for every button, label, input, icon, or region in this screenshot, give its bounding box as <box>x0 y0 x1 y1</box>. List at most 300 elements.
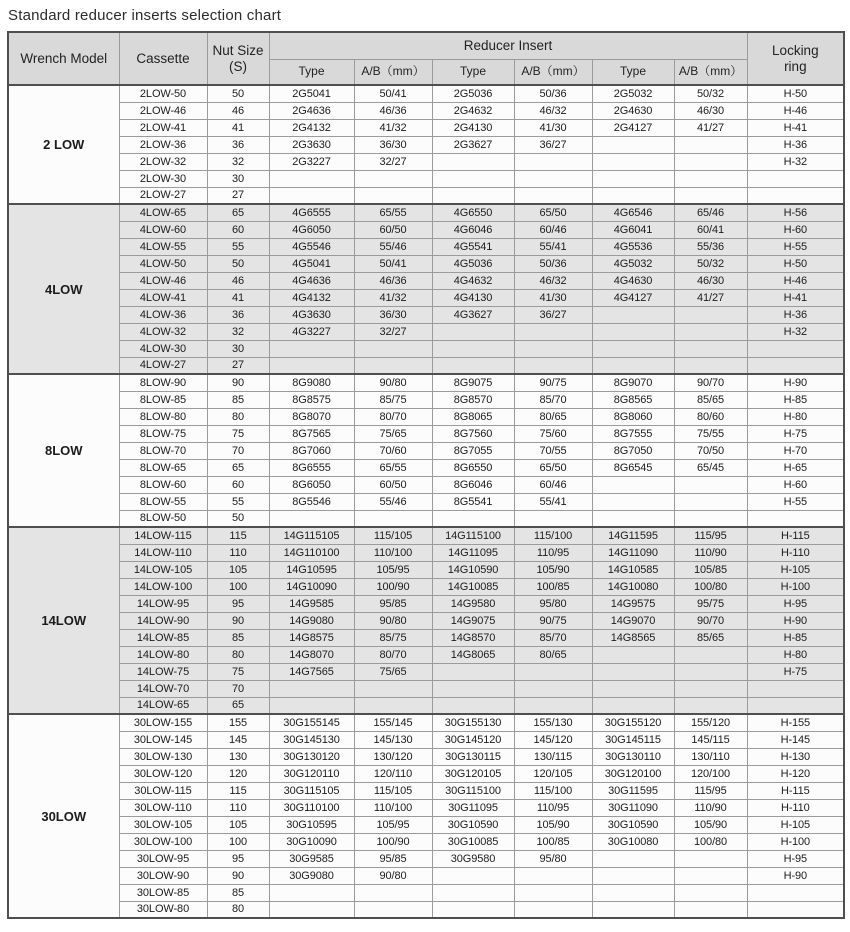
nut-size-cell: 85 <box>207 884 269 901</box>
ab-cell: 70/50 <box>674 442 747 459</box>
ab-cell: 110/100 <box>354 799 432 816</box>
ab-cell: 55/46 <box>354 493 432 510</box>
ab-cell <box>514 340 592 357</box>
type-cell: 4G5541 <box>432 238 514 255</box>
nut-size-cell: 145 <box>207 731 269 748</box>
locking-ring-cell: H-130 <box>747 748 844 765</box>
ab-cell <box>354 357 432 374</box>
locking-ring-cell: H-120 <box>747 765 844 782</box>
table-row <box>8 493 844 510</box>
locking-ring-cell <box>747 680 844 697</box>
locking-ring-cell: H-145 <box>747 731 844 748</box>
ab-cell <box>674 680 747 697</box>
ab-cell: 100/80 <box>674 833 747 850</box>
locking-ring-cell: H-65 <box>747 459 844 476</box>
ab-cell: 55/41 <box>514 238 592 255</box>
cassette-cell: 14LOW-100 <box>119 578 207 595</box>
ab-cell <box>674 476 747 493</box>
ab-cell: 75/65 <box>354 425 432 442</box>
locking-ring-cell: H-75 <box>747 425 844 442</box>
ab-cell <box>674 510 747 527</box>
table-row <box>8 476 844 493</box>
type-cell <box>269 357 354 374</box>
ab-cell: 115/105 <box>354 782 432 799</box>
ab-cell: 155/120 <box>674 714 747 731</box>
type-cell: 4G3630 <box>269 306 354 323</box>
locking-ring-cell: H-50 <box>747 255 844 272</box>
nut-size-cell: 70 <box>207 680 269 697</box>
type-cell <box>592 663 674 680</box>
header-type: Type <box>592 59 674 85</box>
ab-cell: 65/50 <box>514 204 592 221</box>
ab-cell: 145/130 <box>354 731 432 748</box>
nut-size-cell: 80 <box>207 901 269 918</box>
type-cell: 30G10080 <box>592 833 674 850</box>
ab-cell: 90/80 <box>354 612 432 629</box>
cassette-cell: 8LOW-55 <box>119 493 207 510</box>
table-row <box>8 153 844 170</box>
ab-cell: 50/41 <box>354 85 432 102</box>
table-row <box>8 765 844 782</box>
ab-cell: 105/90 <box>514 816 592 833</box>
ab-cell: 80/60 <box>674 408 747 425</box>
nut-size-cell: 55 <box>207 493 269 510</box>
type-cell <box>592 867 674 884</box>
cassette-cell: 2LOW-41 <box>119 119 207 136</box>
type-cell: 8G7050 <box>592 442 674 459</box>
locking-ring-cell: H-60 <box>747 221 844 238</box>
ab-cell: 95/85 <box>354 850 432 867</box>
nut-size-cell: 36 <box>207 136 269 153</box>
type-cell: 14G9075 <box>432 612 514 629</box>
type-cell: 4G6046 <box>432 221 514 238</box>
cassette-cell: 2LOW-36 <box>119 136 207 153</box>
ab-cell: 50/32 <box>674 85 747 102</box>
type-cell: 8G8565 <box>592 391 674 408</box>
nut-size-cell: 32 <box>207 323 269 340</box>
nut-size-cell: 100 <box>207 578 269 595</box>
header-cassette: Cassette <box>119 32 207 85</box>
ab-cell: 90/70 <box>674 612 747 629</box>
type-cell: 30G11095 <box>432 799 514 816</box>
type-cell: 4G4132 <box>269 289 354 306</box>
ab-cell: 130/120 <box>354 748 432 765</box>
locking-ring-cell: H-75 <box>747 663 844 680</box>
cassette-cell: 14LOW-85 <box>119 629 207 646</box>
ab-cell: 95/75 <box>674 595 747 612</box>
nut-size-cell: 105 <box>207 816 269 833</box>
table-row <box>8 697 844 714</box>
type-cell: 14G10585 <box>592 561 674 578</box>
table-row <box>8 663 844 680</box>
locking-ring-cell <box>747 510 844 527</box>
table-row <box>8 578 844 595</box>
type-cell <box>592 340 674 357</box>
table-row <box>8 272 844 289</box>
type-cell: 4G6041 <box>592 221 674 238</box>
type-cell: 30G10090 <box>269 833 354 850</box>
type-cell: 8G6550 <box>432 459 514 476</box>
type-cell: 30G130120 <box>269 748 354 765</box>
ab-cell <box>674 323 747 340</box>
type-cell: 14G8575 <box>269 629 354 646</box>
ab-cell: 100/85 <box>514 833 592 850</box>
wrench-model-cell: 14LOW <box>8 527 119 714</box>
type-cell: 4G5546 <box>269 238 354 255</box>
locking-ring-cell: H-80 <box>747 408 844 425</box>
type-cell: 14G110100 <box>269 544 354 561</box>
type-cell: 4G4130 <box>432 289 514 306</box>
table-row <box>8 714 844 731</box>
cassette-cell: 2LOW-27 <box>119 187 207 204</box>
cassette-cell: 14LOW-110 <box>119 544 207 561</box>
ab-cell: 60/46 <box>514 221 592 238</box>
type-cell <box>432 340 514 357</box>
ab-cell: 65/46 <box>674 204 747 221</box>
cassette-cell: 8LOW-50 <box>119 510 207 527</box>
locking-ring-cell: H-32 <box>747 323 844 340</box>
nut-size-cell: 60 <box>207 476 269 493</box>
table-body <box>8 85 844 918</box>
type-cell: 30G120110 <box>269 765 354 782</box>
header-wrench-model: Wrench Model <box>8 32 119 85</box>
cassette-cell: 2LOW-32 <box>119 153 207 170</box>
type-cell <box>592 170 674 187</box>
locking-ring-cell: H-105 <box>747 816 844 833</box>
table-row <box>8 102 844 119</box>
ab-cell: 115/95 <box>674 527 747 544</box>
type-cell <box>432 510 514 527</box>
ab-cell: 55/41 <box>514 493 592 510</box>
type-cell <box>269 680 354 697</box>
ab-cell: 46/32 <box>514 102 592 119</box>
ab-cell: 120/110 <box>354 765 432 782</box>
type-cell <box>592 901 674 918</box>
ab-cell <box>514 901 592 918</box>
type-cell <box>592 884 674 901</box>
type-cell <box>432 680 514 697</box>
type-cell <box>432 170 514 187</box>
table-row <box>8 221 844 238</box>
nut-size-cell: 100 <box>207 833 269 850</box>
type-cell <box>432 153 514 170</box>
ab-cell: 115/95 <box>674 782 747 799</box>
type-cell: 8G8065 <box>432 408 514 425</box>
ab-cell: 46/30 <box>674 102 747 119</box>
nut-size-cell: 46 <box>207 102 269 119</box>
type-cell: 30G120105 <box>432 765 514 782</box>
ab-cell <box>674 187 747 204</box>
header-ab: A/B（mm） <box>514 59 592 85</box>
header-type: Type <box>432 59 514 85</box>
locking-ring-cell: H-32 <box>747 153 844 170</box>
table-row <box>8 238 844 255</box>
type-cell: 30G10085 <box>432 833 514 850</box>
type-cell: 2G5032 <box>592 85 674 102</box>
type-cell: 4G6050 <box>269 221 354 238</box>
type-cell: 8G8575 <box>269 391 354 408</box>
ab-cell: 85/70 <box>514 391 592 408</box>
type-cell: 2G4132 <box>269 119 354 136</box>
ab-cell: 65/55 <box>354 204 432 221</box>
type-cell: 8G8060 <box>592 408 674 425</box>
type-cell: 30G120100 <box>592 765 674 782</box>
nut-size-cell: 60 <box>207 221 269 238</box>
ab-cell <box>674 884 747 901</box>
type-cell: 14G10085 <box>432 578 514 595</box>
nut-size-cell: 46 <box>207 272 269 289</box>
ab-cell: 130/110 <box>674 748 747 765</box>
cassette-cell: 30LOW-80 <box>119 901 207 918</box>
locking-ring-cell: H-90 <box>747 374 844 391</box>
ab-cell: 115/100 <box>514 527 592 544</box>
ab-cell <box>354 170 432 187</box>
type-cell: 30G155120 <box>592 714 674 731</box>
locking-ring-cell: H-46 <box>747 102 844 119</box>
type-cell <box>592 357 674 374</box>
locking-ring-cell: H-115 <box>747 782 844 799</box>
ab-cell <box>354 697 432 714</box>
type-cell: 30G9080 <box>269 867 354 884</box>
nut-size-cell: 105 <box>207 561 269 578</box>
nut-size-cell: 80 <box>207 408 269 425</box>
ab-cell: 95/85 <box>354 595 432 612</box>
ab-cell: 155/145 <box>354 714 432 731</box>
ab-cell: 85/75 <box>354 629 432 646</box>
locking-ring-cell: H-36 <box>747 306 844 323</box>
type-cell: 4G4127 <box>592 289 674 306</box>
ab-cell: 110/95 <box>514 799 592 816</box>
nut-size-cell: 80 <box>207 646 269 663</box>
ab-cell: 65/45 <box>674 459 747 476</box>
ab-cell: 46/36 <box>354 102 432 119</box>
table-row <box>8 901 844 918</box>
ab-cell: 85/65 <box>674 629 747 646</box>
ab-cell: 105/90 <box>674 816 747 833</box>
ab-cell: 32/27 <box>354 153 432 170</box>
ab-cell: 50/41 <box>354 255 432 272</box>
table-row <box>8 816 844 833</box>
ab-cell: 95/80 <box>514 850 592 867</box>
locking-ring-cell: H-100 <box>747 833 844 850</box>
table-row <box>8 119 844 136</box>
type-cell: 8G7560 <box>432 425 514 442</box>
type-cell: 30G11090 <box>592 799 674 816</box>
ab-cell: 60/50 <box>354 476 432 493</box>
cassette-cell: 8LOW-80 <box>119 408 207 425</box>
nut-size-cell: 70 <box>207 442 269 459</box>
ab-cell: 80/70 <box>354 408 432 425</box>
type-cell <box>592 306 674 323</box>
type-cell: 30G155145 <box>269 714 354 731</box>
type-cell: 2G3630 <box>269 136 354 153</box>
type-cell: 2G3627 <box>432 136 514 153</box>
cassette-cell: 8LOW-65 <box>119 459 207 476</box>
type-cell: 8G6046 <box>432 476 514 493</box>
table-row <box>8 629 844 646</box>
table-row <box>8 442 844 459</box>
ab-cell <box>514 510 592 527</box>
type-cell: 30G130110 <box>592 748 674 765</box>
nut-size-cell: 155 <box>207 714 269 731</box>
type-cell <box>592 323 674 340</box>
nut-size-cell: 27 <box>207 357 269 374</box>
type-cell: 14G10080 <box>592 578 674 595</box>
cassette-cell: 8LOW-90 <box>119 374 207 391</box>
nut-size-cell: 110 <box>207 799 269 816</box>
ab-cell <box>514 170 592 187</box>
cassette-cell: 14LOW-115 <box>119 527 207 544</box>
ab-cell: 60/41 <box>674 221 747 238</box>
table-row <box>8 799 844 816</box>
type-cell <box>592 187 674 204</box>
table-row <box>8 748 844 765</box>
nut-size-cell: 32 <box>207 153 269 170</box>
locking-ring-cell: H-90 <box>747 612 844 629</box>
nut-size-cell: 30 <box>207 170 269 187</box>
locking-ring-cell: H-100 <box>747 578 844 595</box>
cassette-cell: 4LOW-27 <box>119 357 207 374</box>
wrench-model-cell: 4LOW <box>8 204 119 374</box>
type-cell: 14G9580 <box>432 595 514 612</box>
type-cell: 2G3227 <box>269 153 354 170</box>
nut-size-cell: 120 <box>207 765 269 782</box>
nut-size-cell: 85 <box>207 629 269 646</box>
ab-cell: 41/30 <box>514 119 592 136</box>
cassette-cell: 8LOW-60 <box>119 476 207 493</box>
ab-cell: 100/80 <box>674 578 747 595</box>
type-cell <box>269 884 354 901</box>
cassette-cell: 8LOW-70 <box>119 442 207 459</box>
type-cell: 14G9070 <box>592 612 674 629</box>
type-cell: 30G9585 <box>269 850 354 867</box>
nut-size-cell: 115 <box>207 782 269 799</box>
ab-cell: 55/46 <box>354 238 432 255</box>
ab-cell: 36/30 <box>354 136 432 153</box>
ab-cell <box>514 357 592 374</box>
nut-size-cell: 55 <box>207 238 269 255</box>
locking-ring-cell <box>747 901 844 918</box>
type-cell: 14G115100 <box>432 527 514 544</box>
ab-cell: 75/65 <box>354 663 432 680</box>
ab-cell: 41/27 <box>674 289 747 306</box>
cassette-cell: 14LOW-75 <box>119 663 207 680</box>
type-cell <box>592 510 674 527</box>
type-cell: 30G145120 <box>432 731 514 748</box>
type-cell: 8G7555 <box>592 425 674 442</box>
ab-cell <box>674 340 747 357</box>
table-row <box>8 884 844 901</box>
header-locking-ring: Locking ring <box>747 32 844 85</box>
ab-cell: 120/105 <box>514 765 592 782</box>
table-row <box>8 289 844 306</box>
nut-size-cell: 65 <box>207 204 269 221</box>
ab-cell <box>674 646 747 663</box>
table-row <box>8 85 844 102</box>
cassette-cell: 4LOW-65 <box>119 204 207 221</box>
type-cell: 2G5041 <box>269 85 354 102</box>
ab-cell: 36/30 <box>354 306 432 323</box>
cassette-cell: 14LOW-70 <box>119 680 207 697</box>
table-row <box>8 204 844 221</box>
type-cell <box>432 867 514 884</box>
ab-cell: 100/85 <box>514 578 592 595</box>
ab-cell: 85/70 <box>514 629 592 646</box>
cassette-cell: 30LOW-95 <box>119 850 207 867</box>
ab-cell: 145/120 <box>514 731 592 748</box>
type-cell: 4G4636 <box>269 272 354 289</box>
nut-size-cell: 50 <box>207 255 269 272</box>
type-cell <box>269 510 354 527</box>
cassette-cell: 30LOW-115 <box>119 782 207 799</box>
ab-cell: 90/80 <box>354 867 432 884</box>
type-cell: 30G145130 <box>269 731 354 748</box>
ab-cell: 65/50 <box>514 459 592 476</box>
nut-size-cell: 65 <box>207 697 269 714</box>
type-cell: 4G6546 <box>592 204 674 221</box>
locking-ring-cell: H-85 <box>747 629 844 646</box>
type-cell: 14G11095 <box>432 544 514 561</box>
cassette-cell: 30LOW-130 <box>119 748 207 765</box>
type-cell: 8G9070 <box>592 374 674 391</box>
cassette-cell: 30LOW-85 <box>119 884 207 901</box>
locking-ring-cell: H-56 <box>747 204 844 221</box>
ab-cell: 41/32 <box>354 119 432 136</box>
type-cell: 2G4630 <box>592 102 674 119</box>
type-cell: 2G5036 <box>432 85 514 102</box>
type-cell: 4G6555 <box>269 204 354 221</box>
table-row <box>8 357 844 374</box>
locking-ring-cell: H-60 <box>747 476 844 493</box>
nut-size-cell: 30 <box>207 340 269 357</box>
ab-cell: 145/115 <box>674 731 747 748</box>
ab-cell: 115/105 <box>354 527 432 544</box>
table-row <box>8 306 844 323</box>
type-cell <box>432 323 514 340</box>
ab-cell: 70/55 <box>514 442 592 459</box>
type-cell: 4G5032 <box>592 255 674 272</box>
cassette-cell: 2LOW-50 <box>119 85 207 102</box>
type-cell: 4G3627 <box>432 306 514 323</box>
ab-cell: 50/36 <box>514 255 592 272</box>
type-cell <box>269 187 354 204</box>
ab-cell <box>514 697 592 714</box>
type-cell: 4G6550 <box>432 204 514 221</box>
nut-size-cell: 75 <box>207 663 269 680</box>
type-cell: 8G6050 <box>269 476 354 493</box>
ab-cell: 110/100 <box>354 544 432 561</box>
ab-cell: 90/75 <box>514 374 592 391</box>
ab-cell: 105/95 <box>354 561 432 578</box>
ab-cell: 65/55 <box>354 459 432 476</box>
type-cell <box>432 884 514 901</box>
table-row <box>8 459 844 476</box>
ab-cell: 75/60 <box>514 425 592 442</box>
ab-cell <box>514 153 592 170</box>
table-row <box>8 850 844 867</box>
ab-cell: 90/80 <box>354 374 432 391</box>
type-cell <box>592 850 674 867</box>
type-cell: 8G9075 <box>432 374 514 391</box>
ab-cell: 105/85 <box>674 561 747 578</box>
ab-cell <box>354 901 432 918</box>
type-cell <box>432 697 514 714</box>
table-row <box>8 136 844 153</box>
table-header <box>8 32 844 85</box>
ab-cell: 60/50 <box>354 221 432 238</box>
locking-ring-cell <box>747 340 844 357</box>
type-cell: 8G5546 <box>269 493 354 510</box>
